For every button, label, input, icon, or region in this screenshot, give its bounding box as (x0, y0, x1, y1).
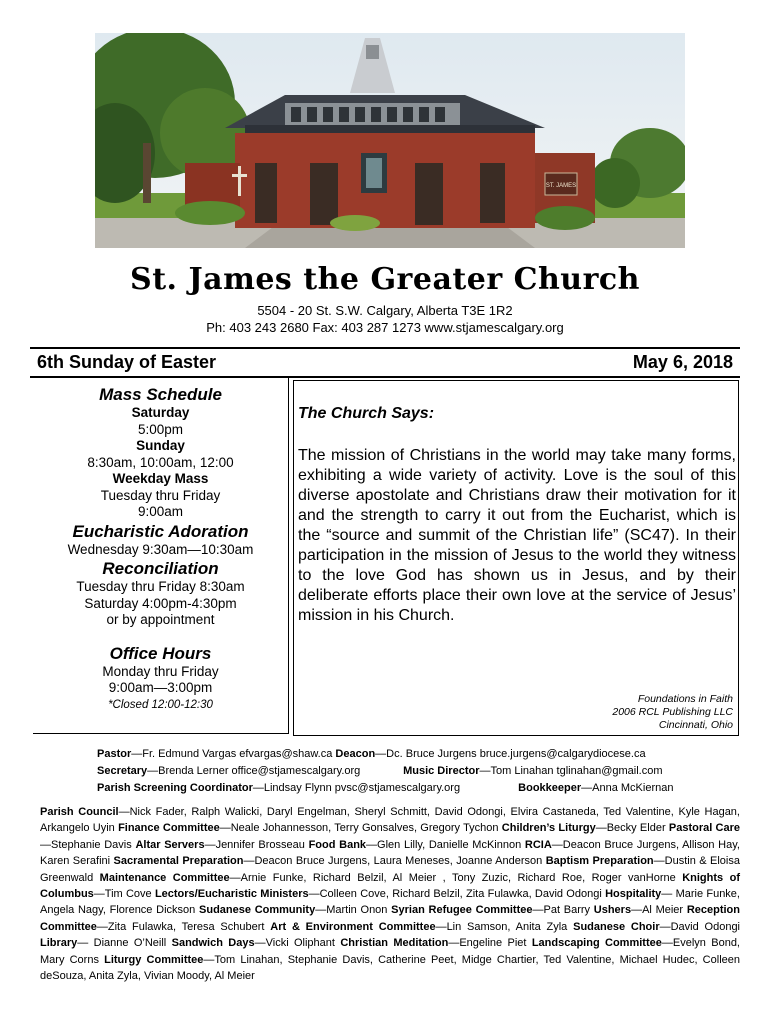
church-photo (95, 33, 685, 248)
adoration-heading: Eucharistic Adoration (72, 521, 249, 541)
bookkeeper-label: Bookkeeper (518, 782, 582, 794)
staff-line-1 (97, 746, 697, 763)
deacon-label: Deacon (335, 748, 376, 760)
committee-label: Art & Environment Committee (270, 920, 436, 933)
committee-members: —Engeline Piet (448, 937, 532, 950)
office-time: 9:00am—3:00pm (108, 680, 213, 695)
office-days: Monday thru Friday (102, 663, 219, 679)
church-sign-text: ST. JAMES (545, 183, 577, 189)
committee-members: —Dustin & Eloisa Greenwald (40, 855, 740, 884)
office-closed-note: *Closed 12:00-12:30 (108, 698, 213, 711)
committee-label: Liturgy Committee (104, 953, 204, 966)
staff-directory (97, 746, 697, 797)
committee-label: Ushers (593, 904, 632, 917)
committee-label: Food Bank (308, 838, 367, 851)
committee-label: Sandwich Days (171, 937, 255, 950)
committee-label: Pastoral Care (668, 822, 741, 835)
committee-label: Finance Committee (118, 822, 220, 835)
committee-label: Maintenance Committee (99, 871, 230, 884)
committee-members: —Vicki Oliphant (254, 937, 341, 950)
reconciliation-line-2: Saturday 4:00pm-4:30pm (84, 595, 237, 611)
committee-members: —Neale Johannesson, Terry Gonsalves, Gregory Tychon (219, 822, 502, 835)
credit-line-3: Cincinnati, Ohio (658, 719, 733, 731)
committee-label: Library (40, 937, 78, 950)
music-director-value: —Tom Linahan tglinahan@gmail.com (479, 765, 663, 777)
committee-label: Parish Council (40, 806, 119, 818)
committee-members: —Stephanie Davis (40, 838, 136, 851)
sunday-times: 8:30am, 10:00am, 12:00 (87, 454, 234, 470)
committee-members: —Lin Samson, Anita Zyla (435, 920, 574, 933)
committee-members: —David Odongi (659, 920, 741, 933)
bulletin-date: May 6, 2018 (632, 352, 733, 372)
committee-label: Hospitality (605, 888, 662, 901)
committee-members: — Dianne O’Neill (77, 937, 172, 950)
church-photo-illustration (95, 33, 685, 248)
committee-members: —Tom Linahan, Stephanie Davis, Catherine Peet, Midge Chartier, Ted Valentine, Michael Hudec, Colleen deSouza, Anita Zyla, Vivian Moody, Al Meier (40, 953, 740, 983)
reconciliation-line-1: Tuesday thru Friday 8:30am (76, 579, 245, 594)
committee-label: Children’s Liturgy (501, 822, 596, 835)
committee-members: —Deacon Bruce Jurgens, Laura Meneses, Joanne Anderson (243, 855, 546, 868)
church-contact: Ph: 403 243 2680 Fax: 403 287 1273 www.stjamescalgary.org (206, 320, 564, 335)
staff-line-3 (97, 780, 697, 797)
parish-committees (40, 804, 740, 984)
secretary-value: —Brenda Lerner office@stjamescalgary.org (147, 765, 404, 777)
committee-members: —Nick Fader, Ralph Walicki, Daryl Engelman, Sheryl Schmitt, David Odongi, Elvira Castaneda, Ted Valentine, Kyle Hagan, Arkangelo Uyin (40, 806, 740, 835)
deacon-value: —Dc. Bruce Jurgens bruce.jurgens@calgarydiocese.ca (375, 748, 646, 760)
pastor-label: Pastor (97, 748, 132, 760)
committee-members: —Arnie Funke, Richard Belzil, Al Meier , Tony Zuzic, Richard Roe, Roger vanHorne (229, 871, 683, 884)
church-address-block (0, 302, 770, 336)
committee-members: —Al Meier (631, 904, 687, 917)
committee-label: Sacramental Preparation (113, 855, 244, 868)
music-director-label: Music Director (403, 765, 480, 777)
liturgical-occasion: 6th Sunday of Easter (37, 352, 217, 372)
screening-value: —Lindsay Flynn pvsc@stjamescalgary.org (252, 782, 519, 794)
committee-label: Baptism Preparation (545, 855, 654, 868)
credit-line-1: Foundations in Faith (637, 693, 733, 705)
pastor-value: —Fr. Edmund Vargas efvargas@shaw.ca (131, 748, 336, 760)
church-says-heading: The Church Says: (298, 405, 435, 422)
committee-label: Sudanese Community (199, 904, 316, 917)
reconciliation-heading: Reconciliation (102, 559, 219, 578)
committee-members: —Jennifer Brosseau (204, 838, 309, 851)
weekday-mass-label: Weekday Mass (112, 471, 209, 486)
committee-members: —Tim Cove (93, 888, 155, 901)
saturday-label: Saturday (131, 405, 190, 420)
committee-members: —Becky Elder (595, 822, 669, 835)
committee-label: Knights of Columbus (40, 871, 740, 901)
committee-members: — Marie Funke, Angela Nagy, Florence Dickson (40, 888, 740, 917)
screening-label: Parish Screening Coordinator (97, 782, 253, 794)
committee-members: —Pat Barry (532, 904, 594, 917)
committee-label: Landscaping Committee (531, 937, 662, 950)
committee-label: Syrian Refugee Committee (391, 904, 533, 917)
church-name: St. James the Greater Church (130, 262, 640, 297)
sunday-label: Sunday (136, 438, 185, 453)
staff-line-2 (97, 763, 697, 780)
credit-line-2: 2006 RCL Publishing LLC (612, 706, 733, 718)
adoration-time: Wednesday 9:30am—10:30am (67, 541, 254, 557)
committee-members: —Deacon Bruce Jurgens, Allison Hay, Karen Serafini (40, 838, 740, 868)
saturday-time: 5:00pm (137, 421, 184, 437)
secretary-label: Secretary (97, 765, 148, 777)
reconciliation-line-3: or by appointment (106, 612, 215, 627)
church-says-credit (612, 693, 733, 732)
committee-label: Altar Servers (135, 838, 205, 851)
committee-label: Reception Committee (40, 904, 740, 933)
committee-members: —Colleen Cove, Richard Belzil, Zita Fulawka, David Odongi (308, 888, 606, 901)
committee-label: RCIA (524, 838, 552, 851)
church-says-text: The mission of Christians in the world may take many forms, exhibiting a wide variety of activity. Love is the soul of this diverse apostolate and Christians draw their motivation for it and the strength to carry it out from the Eucharist, which is the “source and summit of the Christian life” (SC47). In their participation in the mission of Jesus to the world they witness to the love God has shown us in Jesus, and by their deliberate efforts place their own love at the service of Jesus’ mission in his Church. (298, 447, 736, 624)
mass-schedule-heading: Mass Schedule (99, 385, 222, 404)
weekday-time: 9:00am (137, 504, 184, 519)
church-address: 5504 - 20 St. S.W. Calgary, Alberta T3E 1R2 (257, 303, 513, 318)
committee-members: —Martin Onon (315, 904, 392, 917)
committee-members: —Glen Lilly, Danielle McKinnon (366, 838, 525, 851)
schedule-column (33, 378, 289, 734)
committee-label: Sudanese Choir (573, 920, 660, 933)
weekday-days: Tuesday thru Friday (100, 487, 221, 503)
office-hours-heading: Office Hours (109, 643, 212, 663)
committee-members: —Evelyn Bond, Mary Corns (40, 937, 740, 966)
committee-label: Lectors/Eucharistic Ministers (154, 888, 309, 901)
committee-members: —Zita Fulawka, Teresa Schubert (96, 920, 271, 933)
committee-label: Christian Meditation (340, 937, 449, 950)
bookkeeper-value: —Anna McKiernan (581, 782, 674, 794)
header-top-rule (30, 347, 740, 349)
